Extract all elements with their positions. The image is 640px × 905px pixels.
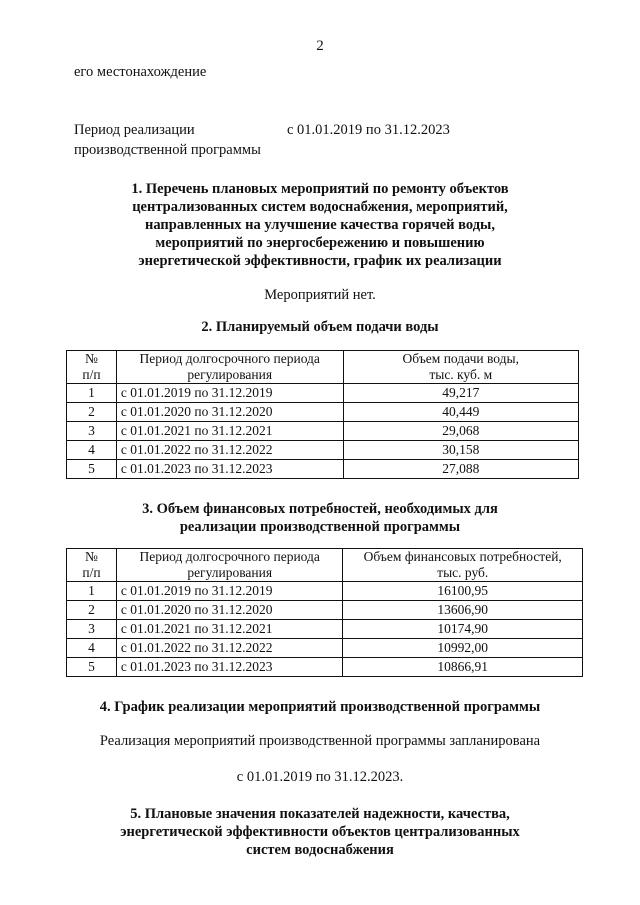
period-label-line2: производственной программы xyxy=(74,142,261,158)
value-header: Объем финансовых потребностей, тыс. руб. xyxy=(343,549,583,582)
num-header: № п/п xyxy=(67,351,117,384)
row-period: с 01.01.2021 по 31.12.2021 xyxy=(116,620,343,639)
row-number: 2 xyxy=(67,601,117,620)
row-value: 16100,95 xyxy=(343,582,583,601)
table-row xyxy=(67,422,579,441)
section3-heading xyxy=(0,500,640,536)
row-number: 5 xyxy=(67,460,117,479)
row-value: 30,158 xyxy=(343,441,578,460)
table-row xyxy=(67,658,583,677)
row-period: с 01.01.2021 по 31.12.2021 xyxy=(116,422,343,441)
section4-heading: 4. График реализации мероприятий производственной программы xyxy=(99,699,541,715)
intro-line: его местонахождение xyxy=(74,64,207,80)
row-value: 49,217 xyxy=(343,384,578,403)
row-number: 3 xyxy=(67,620,117,639)
row-period: с 01.01.2019 по 31.12.2019 xyxy=(116,384,343,403)
section3-heading-line: реализации производственной программы xyxy=(179,519,461,535)
row-period: с 01.01.2019 по 31.12.2019 xyxy=(116,582,343,601)
table-header-row xyxy=(67,351,579,384)
table-row xyxy=(67,384,579,403)
row-period: с 01.01.2020 по 31.12.2020 xyxy=(116,601,343,620)
section2-heading: 2. Планируемый объем подачи воды xyxy=(201,319,439,335)
row-value: 29,068 xyxy=(343,422,578,441)
row-value: 13606,90 xyxy=(343,601,583,620)
section5-heading-line: 5. Плановые значения показателей надежности, качества, xyxy=(130,806,510,822)
table-row xyxy=(67,601,583,620)
row-period: с 01.01.2023 по 31.12.2023 xyxy=(116,460,343,479)
value-header: Объем подачи воды, тыс. куб. м xyxy=(343,351,578,384)
water-supply-table xyxy=(66,350,579,479)
section1-heading-line: энергетической эффективности, график их реализации xyxy=(138,253,502,269)
row-number: 4 xyxy=(67,441,117,460)
section4-body-line1: Реализация мероприятий производственной программы запланирована xyxy=(99,733,541,749)
row-number: 4 xyxy=(67,639,117,658)
section1-heading-line: мероприятий по энергосбережению и повышению xyxy=(155,235,485,251)
period-header: Период долгосрочного периода регулирования xyxy=(116,351,343,384)
section3-heading-line: 3. Объем финансовых потребностей, необходимых для xyxy=(142,501,498,517)
row-value: 40,449 xyxy=(343,403,578,422)
financial-needs-table xyxy=(66,548,583,677)
row-number: 2 xyxy=(67,403,117,422)
row-value: 27,088 xyxy=(343,460,578,479)
table-row xyxy=(67,441,579,460)
row-number: 3 xyxy=(67,422,117,441)
section1-heading xyxy=(0,180,640,270)
table-header-row xyxy=(67,549,583,582)
section5-heading xyxy=(0,805,640,859)
table-row xyxy=(67,582,583,601)
row-period: с 01.01.2020 по 31.12.2020 xyxy=(116,403,343,422)
section4-body-line2: с 01.01.2019 по 31.12.2023. xyxy=(236,769,404,785)
row-period: с 01.01.2022 по 31.12.2022 xyxy=(116,441,343,460)
row-value: 10174,90 xyxy=(343,620,583,639)
row-value: 10866,91 xyxy=(343,658,583,677)
section1-body: Мероприятий нет. xyxy=(264,287,376,303)
period-value: с 01.01.2019 по 31.12.2023 xyxy=(287,122,450,138)
period-label-line1: Период реализации xyxy=(74,122,195,138)
section1-heading-line: централизованных систем водоснабжения, мероприятий, xyxy=(132,199,508,215)
table-row xyxy=(67,620,583,639)
section1-heading-line: 1. Перечень плановых мероприятий по ремонту объектов xyxy=(131,181,509,197)
row-number: 1 xyxy=(67,384,117,403)
row-number: 5 xyxy=(67,658,117,677)
page-number: 2 xyxy=(316,38,324,54)
section5-heading-line: систем водоснабжения xyxy=(246,842,394,858)
table-row xyxy=(67,460,579,479)
row-value: 10992,00 xyxy=(343,639,583,658)
row-period: с 01.01.2022 по 31.12.2022 xyxy=(116,639,343,658)
num-header: № п/п xyxy=(67,549,117,582)
table-row xyxy=(67,639,583,658)
row-number: 1 xyxy=(67,582,117,601)
table-row xyxy=(67,403,579,422)
period-header: Период долгосрочного периода регулирования xyxy=(116,549,343,582)
section5-heading-line: энергетической эффективности объектов централизованных xyxy=(120,824,520,840)
row-period: с 01.01.2023 по 31.12.2023 xyxy=(116,658,343,677)
section1-heading-line: направленных на улучшение качества горячей воды, xyxy=(144,217,495,233)
